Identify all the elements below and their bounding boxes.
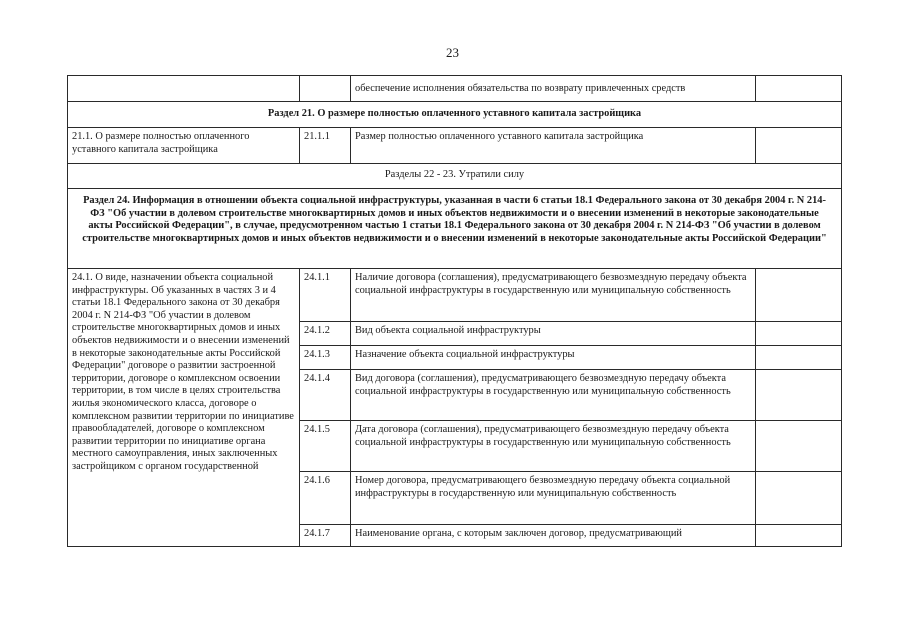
- item-text: Номер договора, предусматривающего безвозмездную передачу объекта социальной инфраструктуры в государственную или муниципальную собственность: [351, 472, 756, 525]
- item-text: Вид договора (соглашения), предусматривающего безвозмездную передачу объекта социальной инфраструктуры в государственную или муниципальную собственность: [351, 370, 756, 421]
- sections-22-23-note: Разделы 22 - 23. Утратили силу: [68, 164, 842, 189]
- section-row: [68, 102, 842, 128]
- item-text: обеспечение исполнения обязательства по возврату привлеченных средств: [351, 76, 756, 102]
- item-text: Вид объекта социальной инфраструктуры: [351, 322, 756, 346]
- table-cell: [68, 76, 300, 102]
- value-cell: [756, 346, 842, 370]
- value-cell: [756, 322, 842, 346]
- item-label: 21.1. О размере полностью оплаченного уставного капитала застройщика: [68, 128, 300, 164]
- table-cell: [300, 76, 351, 102]
- item-code: 24.1.5: [300, 421, 351, 472]
- item-code: 24.1.3: [300, 346, 351, 370]
- table-row: [68, 76, 842, 102]
- document-table: [67, 75, 842, 547]
- item-code: 24.1.1: [300, 269, 351, 322]
- item-code: 24.1.6: [300, 472, 351, 525]
- item-code: 24.1.2: [300, 322, 351, 346]
- item-text: Наименование органа, с которым заключен договор, предусматривающий: [351, 525, 756, 547]
- value-cell: [756, 421, 842, 472]
- table-row: [68, 128, 842, 164]
- section-24-title: Раздел 24. Информация в отношении объекта социальной инфраструктуры, указанная в части 6 статьи 18.1 Федерального закона от 30 декабря 2004 г. N 214-ФЗ "Об участии в долевом строительстве многоквартирных домов и иных объектов недвижимости и о внесении изменений в некоторые законодательные акты Российской Федерации", в случае, предусмотренном частью 1 статьи 18.1 Федерального закона от 30 декабря 2004 г. N 214-ФЗ "Об участии в долевом строительстве многоквартирных домов и иных объектов недвижимости и о внесении изменений в некоторые законодательные акты Российской Федерации": [68, 189, 842, 269]
- item-code: 24.1.7: [300, 525, 351, 547]
- item-text: Назначение объекта социальной инфраструктуры: [351, 346, 756, 370]
- item-label: 24.1. О виде, назначении объекта социальной инфраструктуры. Об указанных в частях 3 и 4 статьи 18.1 Федерального закона от 30 декабря 2004 г. N 214-ФЗ "Об участии в долевом строительстве многоквартирных домов и иных объектов недвижимости и о внесении изменений в некоторые законодательные акты Российской Федерации" договоре о развитии застроенной территории, договоре о комплексном освоении территории, в том числе в целях строительства жилья экономического класса, договоре о комплексном развитии территории по инициативе правообладателей, договоре о комплексном развитии территории по инициативе органа местного самоуправления, иных заключенных застройщиком с органом государственной: [68, 269, 300, 547]
- section-21-title: Раздел 21. О размере полностью оплаченного уставного капитала застройщика: [68, 102, 842, 128]
- value-cell: [756, 269, 842, 322]
- item-text: Размер полностью оплаченного уставного капитала застройщика: [351, 128, 756, 164]
- value-cell: [756, 472, 842, 525]
- page-number: 23: [446, 45, 459, 60]
- item-code: 21.1.1: [300, 128, 351, 164]
- value-cell: [756, 370, 842, 421]
- value-cell: [756, 76, 842, 102]
- item-text: Дата договора (соглашения), предусматривающего безвозмездную передачу объекта социальной инфраструктуры в государственную или муниципальную собственность: [351, 421, 756, 472]
- item-text: Наличие договора (соглашения), предусматривающего безвозмездную передачу объекта социальной инфраструктуры в государственную или муниципальную собственность: [351, 269, 756, 322]
- item-code: 24.1.4: [300, 370, 351, 421]
- value-cell: [756, 128, 842, 164]
- section-row: [68, 189, 842, 269]
- value-cell: [756, 525, 842, 547]
- section-row: [68, 164, 842, 189]
- table-row: [68, 269, 842, 322]
